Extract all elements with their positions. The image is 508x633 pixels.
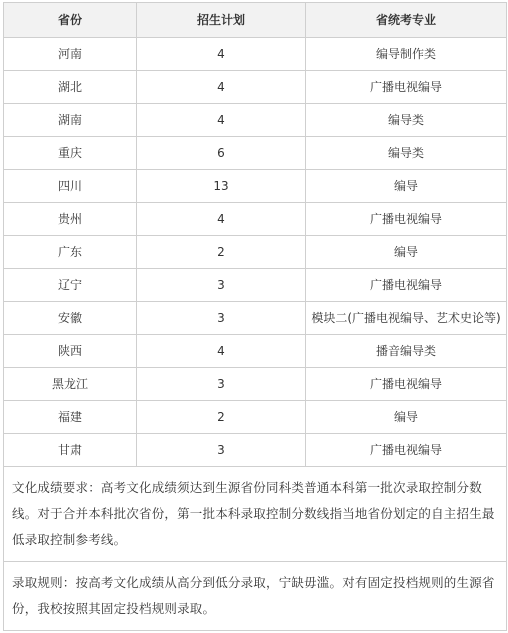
table-row xyxy=(4,236,507,269)
major-cell: 播音编导类 xyxy=(306,335,507,368)
plan-count-cell: 2 xyxy=(137,401,306,434)
plan-count-cell: 4 xyxy=(137,38,306,71)
plan-count-cell: 6 xyxy=(137,137,306,170)
table-body xyxy=(4,38,507,467)
table-row xyxy=(4,401,507,434)
table-row xyxy=(4,335,507,368)
province-cell: 甘肃 xyxy=(4,434,137,467)
province-cell: 湖北 xyxy=(4,71,137,104)
major-cell: 广播电视编导 xyxy=(306,368,507,401)
admission-plan-document xyxy=(3,2,506,631)
table-row xyxy=(4,104,507,137)
table-row xyxy=(4,170,507,203)
province-cell: 福建 xyxy=(4,401,137,434)
plan-count-cell: 3 xyxy=(137,368,306,401)
plan-count-cell: 2 xyxy=(137,236,306,269)
major-cell: 模块二(广播电视编导、艺术史论等) xyxy=(306,302,507,335)
table-row xyxy=(4,137,507,170)
plan-count-cell: 3 xyxy=(137,302,306,335)
major-cell: 编导 xyxy=(306,236,507,269)
admission-rule-note: 录取规则：按高考文化成绩从高分到低分录取，宁缺毋滥。对有固定投档规则的生源省份，我校按照其固定投档规则录取。 xyxy=(4,562,507,631)
header-major: 省统考专业 xyxy=(306,3,507,38)
table-header-row xyxy=(4,3,507,38)
major-cell: 广播电视编导 xyxy=(306,203,507,236)
major-cell: 广播电视编导 xyxy=(306,269,507,302)
province-cell: 湖南 xyxy=(4,104,137,137)
province-cell: 黑龙江 xyxy=(4,368,137,401)
header-province: 省份 xyxy=(4,3,137,38)
plan-count-cell: 13 xyxy=(137,170,306,203)
province-cell: 安徽 xyxy=(4,302,137,335)
table-row xyxy=(4,269,507,302)
province-cell: 广东 xyxy=(4,236,137,269)
province-cell: 辽宁 xyxy=(4,269,137,302)
table-row xyxy=(4,38,507,71)
major-cell: 编导类 xyxy=(306,137,507,170)
admission-plan-table xyxy=(3,2,507,631)
table-row xyxy=(4,71,507,104)
table-row xyxy=(4,203,507,236)
major-cell: 编导制作类 xyxy=(306,38,507,71)
note-row-admission xyxy=(4,562,507,631)
major-cell: 广播电视编导 xyxy=(306,434,507,467)
province-cell: 四川 xyxy=(4,170,137,203)
note-row-culture xyxy=(4,467,507,562)
province-cell: 陕西 xyxy=(4,335,137,368)
province-cell: 河南 xyxy=(4,38,137,71)
culture-requirement-note: 文化成绩要求：高考文化成绩须达到生源省份同科类普通本科第一批次录取控制分数线。对于合并本科批次省份，第一批本科录取控制分数线指当地省份划定的自主招生最低录取控制参考线。 xyxy=(4,467,507,562)
major-cell: 编导 xyxy=(306,170,507,203)
table-row xyxy=(4,302,507,335)
major-cell: 编导类 xyxy=(306,104,507,137)
plan-count-cell: 3 xyxy=(137,269,306,302)
province-cell: 重庆 xyxy=(4,137,137,170)
table-row xyxy=(4,434,507,467)
plan-count-cell: 4 xyxy=(137,203,306,236)
plan-count-cell: 4 xyxy=(137,71,306,104)
plan-count-cell: 3 xyxy=(137,434,306,467)
table-row xyxy=(4,368,507,401)
header-plan: 招生计划 xyxy=(137,3,306,38)
plan-count-cell: 4 xyxy=(137,104,306,137)
province-cell: 贵州 xyxy=(4,203,137,236)
plan-count-cell: 4 xyxy=(137,335,306,368)
major-cell: 广播电视编导 xyxy=(306,71,507,104)
major-cell: 编导 xyxy=(306,401,507,434)
